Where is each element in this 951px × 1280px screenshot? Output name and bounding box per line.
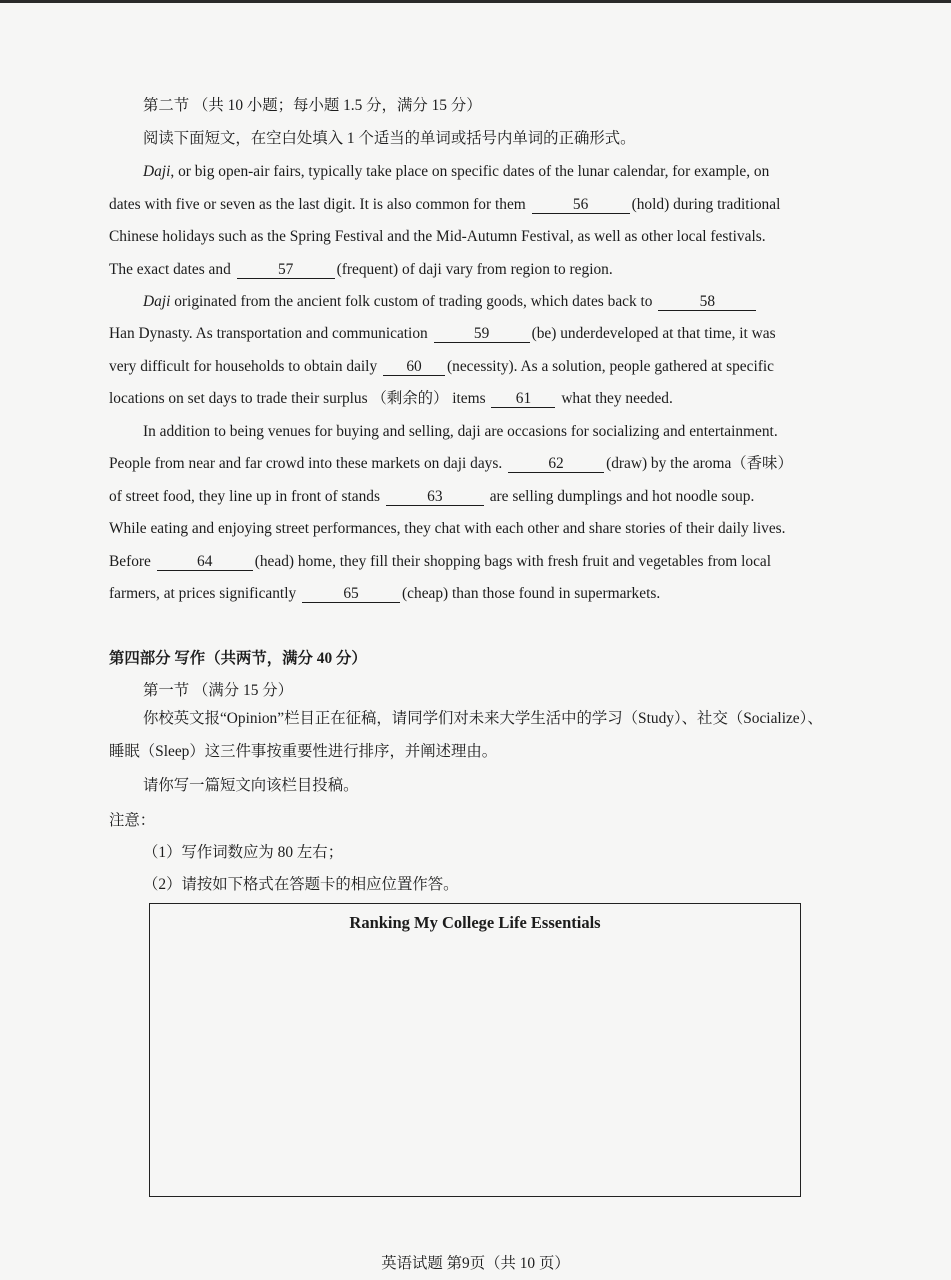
passage-line: Daji, or big open-air fairs, typically take place on specific dates of the lunar calendar, for example, on [143, 163, 770, 180]
note-item: （1）写作词数应为 80 左右； [143, 844, 344, 861]
blank-62: 62 [508, 455, 604, 473]
passage-line: Chinese holidays such as the Spring Festival and the Mid-Autumn Festival, as well as other local festivals. [109, 228, 766, 245]
notes-label: 注意： [109, 812, 156, 829]
blank-63: 63 [386, 488, 484, 506]
daji-term: Daji [143, 293, 171, 310]
passage-line: of street food, they line up in front of stands 63 are selling dumplings and hot noodle soup. [109, 488, 755, 505]
writing-prompt-line: 你校英文报“Opinion”栏目正在征稿，请同学们对未来大学生活中的学习（Study）、社交（Socialize）、 [143, 710, 823, 727]
writing-section1-heading: 第一节 （满分 15 分） [143, 682, 294, 699]
note-item: （2）请按如下格式在答题卡的相应位置作答。 [143, 876, 459, 893]
page-top-edge [0, 0, 951, 3]
blank-56: 56 [532, 196, 630, 214]
passage-line: locations on set days to trade their surplus （剩余的） items 61 what they needed. [109, 390, 673, 407]
passage-line: People from near and far crowd into these markets on daji days. 62 (draw) by the aroma（香味） [109, 455, 793, 472]
passage-line: very difficult for households to obtain daily 60 (necessity). As a solution, people gathered at specific [109, 358, 774, 375]
passage-line: farmers, at prices significantly 65 (cheap) than those found in supermarkets. [109, 585, 661, 602]
writing-prompt-line: 睡眠（Sleep）这三件事按重要性进行排序，并阐述理由。 [109, 743, 498, 760]
answer-box-title: Ranking My College Life Essentials [349, 913, 601, 932]
page-footer: 英语试题 第9页（共 10 页） [381, 1255, 570, 1272]
answer-format-box [149, 903, 801, 1197]
passage-line: The exact dates and 57 (frequent) of daji vary from region to region. [109, 261, 613, 278]
section2-instruction: 阅读下面短文，在空白处填入 1 个适当的单词或括号内单词的正确形式。 [143, 130, 636, 147]
passage-line: Han Dynasty. As transportation and communication 59 (be) underdeveloped at that time, it was [109, 325, 776, 342]
writing-prompt-line: 请你写一篇短文向该栏目投稿。 [143, 777, 359, 794]
daji-term: Daji [143, 163, 171, 180]
blank-57: 57 [237, 261, 335, 279]
passage-line: While eating and enjoying street performances, they chat with each other and share stories of their daily lives. [109, 520, 786, 537]
blank-65: 65 [302, 585, 400, 603]
part4-heading: 第四部分 写作（共两节，满分 40 分） [109, 650, 367, 667]
passage-line: In addition to being venues for buying and selling, daji are occasions for socializing and entertainment. [143, 423, 778, 440]
passage-line: Daji originated from the ancient folk custom of trading goods, which dates back to 58 [143, 292, 758, 312]
blank-59: 59 [434, 325, 530, 343]
blank-60: 60 [383, 358, 445, 376]
section2-heading: 第二节 （共 10 小题；每小题 1.5 分，满分 15 分） [143, 97, 482, 114]
blank-58: 58 [658, 293, 756, 311]
passage-line: Before 64 (head) home, they fill their shopping bags with fresh fruit and vegetables from local [109, 553, 772, 570]
blank-64: 64 [157, 553, 253, 571]
blank-61: 61 [491, 390, 555, 408]
passage-line: dates with five or seven as the last digit. It is also common for them 56 (hold) during traditional [109, 196, 781, 213]
